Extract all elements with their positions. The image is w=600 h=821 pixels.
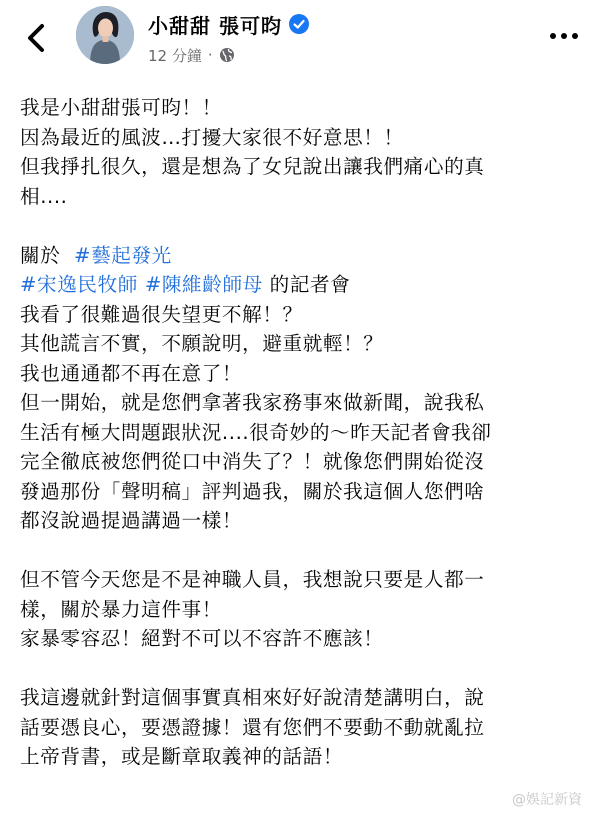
- post-meta: [148, 44, 235, 66]
- verified-badge-icon: [288, 13, 310, 35]
- post-line: 家暴零容忍！絕對不可以不容許不應該！: [20, 627, 384, 650]
- post-body: [20, 93, 590, 772]
- paragraph-gap: [20, 654, 590, 684]
- post-line: [20, 241, 590, 271]
- post-text: 關於: [20, 243, 75, 267]
- post-line: 但一開始，就是您們拿著我家務事來做新聞，說我私: [20, 391, 485, 414]
- post-line: 其他謊言不實，不願說明，避重就輕！？: [20, 332, 384, 355]
- more-options-button[interactable]: [548, 28, 580, 44]
- post-line: 話要憑良心，要憑證據！還有您們不要動不動就亂拉: [20, 715, 485, 739]
- post-time[interactable]: 12 分鐘: [148, 46, 202, 65]
- hashtag-link[interactable]: #藝起發光: [74, 243, 172, 267]
- meta-separator: ·: [207, 46, 213, 64]
- post-line: 我這邊就針對這個事實真相來好好說清楚講明白，說: [20, 686, 485, 709]
- post-line: 都沒說過提過講過一樣！: [20, 509, 243, 532]
- paragraph-gap: [20, 211, 590, 241]
- post-line: [20, 270, 590, 300]
- post-line: 上帝背書，或是斷章取義神的話語！: [20, 745, 344, 768]
- post-line: 樣，關於暴力這件事！: [20, 597, 222, 621]
- author-name[interactable]: 小甜甜 張可昀: [148, 13, 282, 38]
- hashtag-link[interactable]: #陳維齡師母: [144, 273, 263, 296]
- post-line: 完全徹底被您們從口中消失了？！就像您們開始從沒: [20, 450, 485, 473]
- post-header: [0, 0, 600, 80]
- post-line: 因為最近的風波…打擾大家很不好意思！！: [20, 125, 404, 149]
- post-text: 的記者會: [262, 273, 351, 296]
- post-line: 我也通通都不再在意了！: [20, 361, 243, 385]
- avatar[interactable]: [76, 6, 134, 64]
- post-line: 但我掙扎很久，還是想為了女兒說出讓我們痛心的真: [20, 155, 485, 178]
- post-line: 我是小甜甜張可昀！！: [20, 96, 222, 119]
- watermark-text: @娛記新資: [512, 792, 582, 808]
- post-line: 發過那份「聲明稿」評判過我，關於我這個人您們啥: [20, 479, 485, 503]
- globe-icon: [219, 47, 235, 63]
- avatar-portrait: [76, 6, 134, 64]
- watermark: [512, 789, 582, 809]
- post-line: 我看了很難過很失望更不解！？: [20, 302, 303, 326]
- paragraph-gap: [20, 536, 590, 566]
- author-row: [148, 10, 310, 38]
- post-line: 相....: [20, 184, 68, 208]
- chevron-left-icon: [22, 18, 52, 58]
- more-dots-icon: [548, 28, 580, 44]
- hashtag-link[interactable]: #宋逸民牧師: [20, 273, 138, 296]
- post-line: 但不管今天您是不是神職人員，我想說只要是人都一: [20, 568, 485, 591]
- back-button[interactable]: [22, 18, 52, 58]
- post-line: 生活有極大問題跟狀況....很奇妙的～昨天記者會我卻: [20, 420, 492, 444]
